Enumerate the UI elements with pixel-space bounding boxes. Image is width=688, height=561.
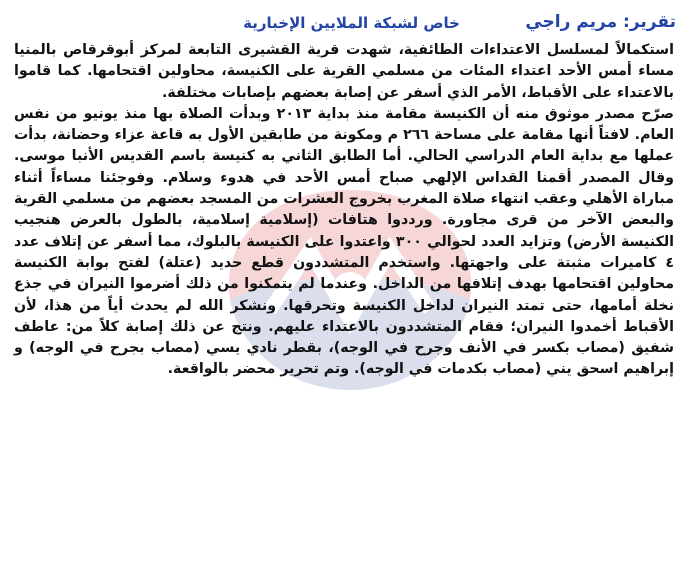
reporter-byline: تقرير: مريم راجي — [525, 12, 676, 32]
paragraph: استكمالاً لمسلسل الاعتداءات الطائفية، شهدت قرية القشيرى التابعة لمركز أبوقرقاص بالمنيا مساء أمس الأحد اعتداء المئات من مسلمي القرية على الكنيسة، محاولين اقتحامها. كما قاموا بالاعتداء على الأقباط، الأمر الذي أسفر عن إصابة بعضهم بإصابات مختلفة. — [14, 42, 674, 101]
source-credit: خاص لشبكة الملايين الإخبارية — [243, 14, 460, 32]
article-header — [0, 6, 688, 36]
article-body — [14, 40, 674, 381]
paragraph: صرّح مصدر موثوق منه أن الكنيسة مقامة منذ بداية ٢٠١٣ وبدأت الصلاة بها منذ يونيو من نفس العام. لافتاً أنها مقامة على مساحة ٢٦٦ م ومكونة من طابقين الأول به قاعة عزاء وحضانة، بدأت عملها مع بداية العام الدراسي الحالي. أما الطابق الثاني به كنيسة باسم القديس الأنبا موسى. وقال المصدر أقمنا القداس الإلهي صباح أمس الأحد في هدوء وسلام. وفوجئنا مساءاً أثناء مباراة الأهلي وعقب انتهاء صلاة المغرب بخروج العشرات من المسجد بعضهم من مسلمي القرية والبعض الآخر من قرى مجاورة. ورددوا هتافات (إسلامية إسلامية، بالطول بالعرض هنجيب الكنيسة الأرض) وتزايد العدد لحوالي ٣٠٠ واعتدوا على الكنيسة بالبلوك، مما أسفر عن إتلاف عدد ٤ كاميرات مثبتة على واجهتها. واستخدم المتشددون قطع حديد (عتلة) لفتح بوابة الكنيسة محاولين اقتحامها بهدف إتلافها من الداخل. وعندما لم يتمكنوا من ذلك أضرموا النيران في جذع نخلة أمامها، حتى تمتد النيران لداخل الكنيسة وتحرقها. ونشكر الله لم يحدث أياً من هذا، لأن الأقباط أخمدوا النيران؛ فقام المتشددون بالاعتداء عليهم. ونتج عن ذلك إصابة كلاً من: عاطف شفيق (مصاب بكسر في الأنف وجرح في الوجه)، بقطر نادي يسي (مصاب بجرح في الوجه) و إبراهيم اسحق يني (مصاب بكدمات في الوجه). وتم تحرير محضر بالواقعة. — [14, 105, 675, 378]
